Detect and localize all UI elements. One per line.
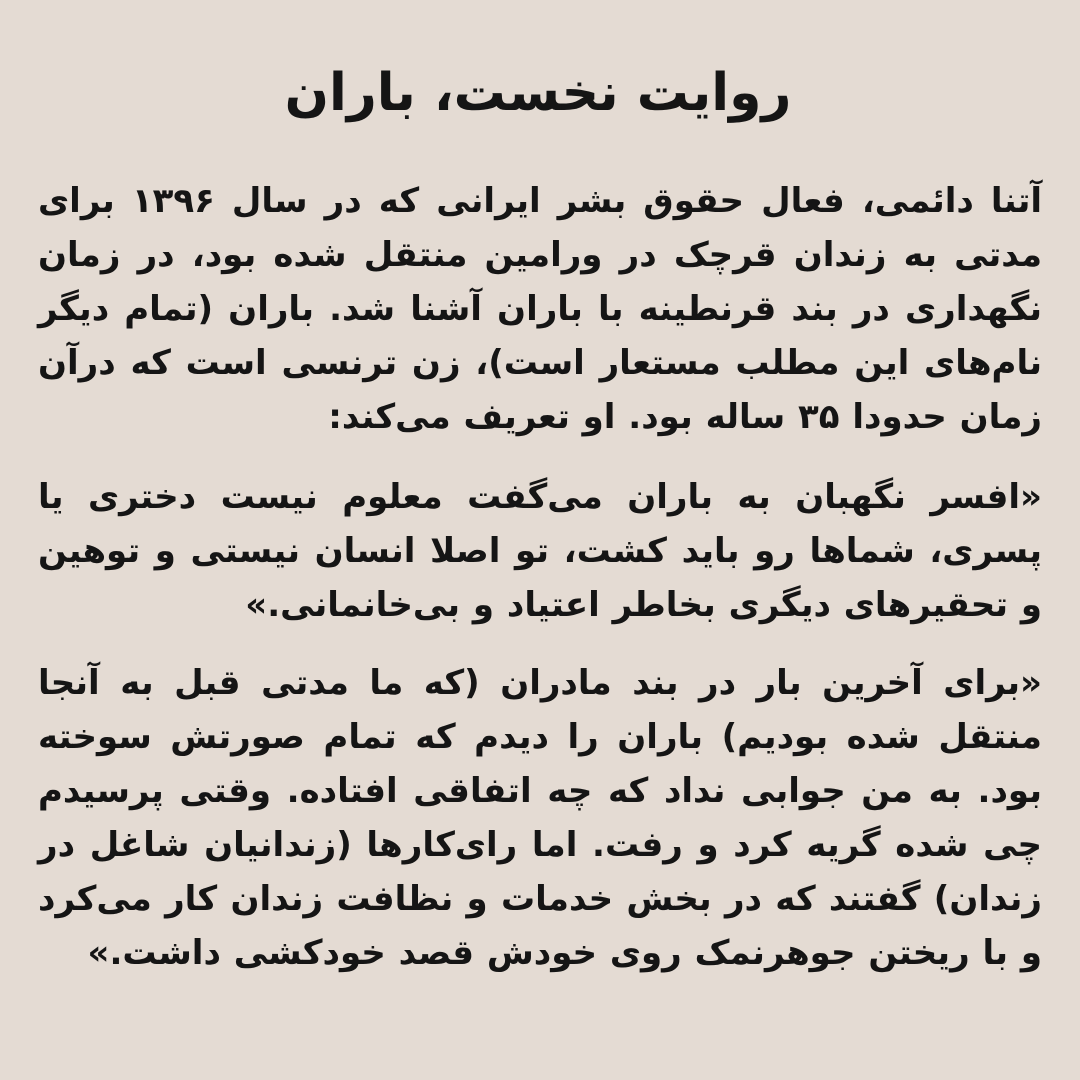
- article-title: روایت نخست، باران: [284, 63, 792, 123]
- quote-paragraph-2: «برای آخرین بار در بند مادران (که ما مدتی قبل به آنجا منتقل شده بودیم) باران را دیدم که تمام صورتش سوخته بود. به من جوابی نداد که چه اتفاقی افتاده. وقتی پرسیدم چی شده گریه کرد و رفت. اما رای‌کارها (زندانیان شاغل در زندان) گفتند که در بخش خدمات و نظافت زندان کار می‌کرد و با ریختن جوهرنمک روی خودش قصد خودکشی داشت.»: [38, 663, 1042, 974]
- intro-paragraph: آتنا دائمی، فعال حقوق بشر ایرانی که در سال ۱۳۹۶ برای مدتی به زندان قرچک در ورامین منتقل شده بود، در زمان نگهداری در بند قرنطینه با باران آشنا شد. باران (تمام دیگر نام‌های این مطلب مستعار است)، زن ترنسی است که درآن زمان حدودا ۳۵ ساله بود. او تعریف می‌کند:: [38, 181, 1042, 438]
- quote-paragraph-1: «افسر نگهبان به باران می‌گفت معلوم نیست دختری یا پسری، شماها رو باید کشت، تو اصلا انسان نیستی و توهین و تحقیرهای دیگری بخاطر اعتیاد و بی‌خانمانی.»: [38, 477, 1042, 626]
